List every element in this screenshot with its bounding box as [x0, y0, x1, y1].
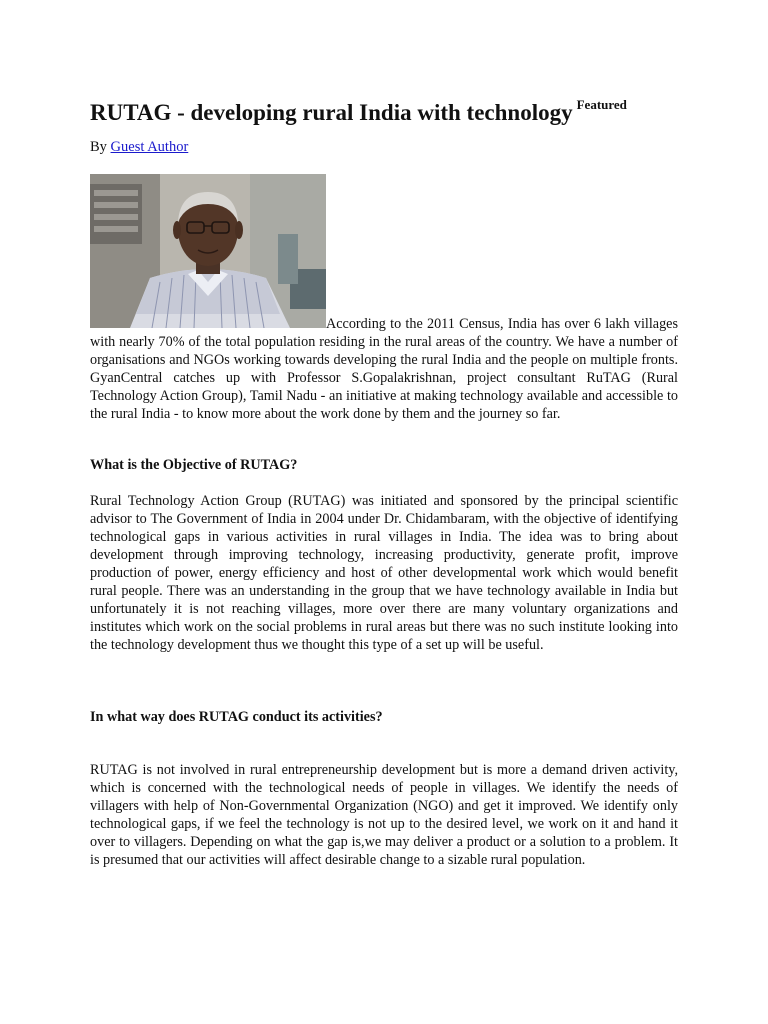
article-title-text: RUTAG - developing rural India with technology — [90, 100, 573, 125]
article-title — [90, 88, 627, 130]
author-link[interactable]: Guest Author — [110, 139, 189, 155]
section-heading-objective: What is the Objective of RUTAG? — [90, 457, 298, 473]
intro-text: According to the 2011 Census, India has over 6 lakh villages with nearly 70% of the total population residing in the rural areas of the country. We have a number of organisations and NGOs working towards developing the rural India and the people on multiple fronts. GyanCentral catches up with Professor S.Gopalakrishnan, project consultant RuTAG (Rural Technology Action Group), Tamil Nadu - an initiative at making technology available and accessible to the rural India - to know more about the work done by them and the journey so far. — [90, 316, 678, 422]
author-photo — [90, 174, 326, 328]
section-body-activities: RUTAG is not involved in rural entrepreneurship development but is more a demand driven activity, which is concerned with the technological needs of people in villages. We identify the needs of villagers with help of Non-Governmental Organization (NGO) and get it improved. We identify only technological gaps, if we feel the technology is not up to the desired level, we work on it and hand it over to villagers. Depending on what the gap is,we may deliver a product or a solution to a problem. It is presumed that our activities will affect desirable change to a sizable rural population. — [90, 762, 678, 868]
featured-label: Featured — [576, 97, 627, 112]
byline — [90, 137, 188, 157]
section-heading-activities: In what way does RUTAG conduct its activities? — [90, 709, 383, 725]
section-body-objective: Rural Technology Action Group (RUTAG) was initiated and sponsored by the principal scientific advisor to The Government of India in 2004 under Dr. Chidambaram, with the objective of identifying technological gaps in various activities in rural villages in India. The idea was to bring about development through improving technology, increasing productivity, generate profit, improve production of power, energy efficiency and host of other developmental work which would benefit rural people. There was an understanding in the group that we have technology available in India but unfortunately it is not reaching villages, more over there are many voluntary organizations and institutes which work on the social problems in rural areas but there was no such institute looking into the technology development thus we thought this type of a set up will be useful. — [90, 493, 678, 653]
intro-paragraph — [90, 174, 678, 423]
byline-prefix: By — [90, 139, 107, 155]
